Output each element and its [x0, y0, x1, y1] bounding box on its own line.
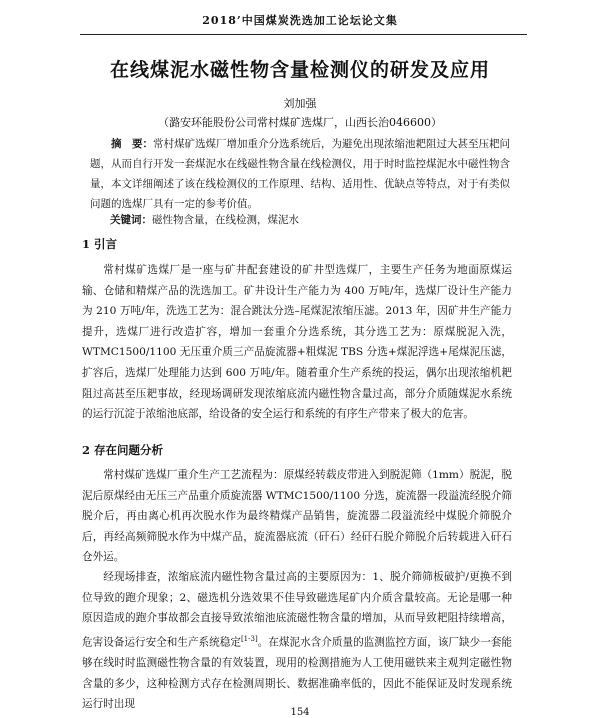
article-title: 在线煤泥水磁性物含量检测仪的研发及应用 — [109, 59, 490, 81]
paragraph-text: 经现场排查，浓缩底流内磁性物含量过高的主要原因为：1、脱介筛筛板破护/更换不到位导致的跑介现象；2、磁选机分选效果不佳导致磁选尾矿内介质含量较高。无论是哪一种原因造成的跑介事故都会直接导致浓缩池底流磁性物含量的增加，从而导致耙阻持续增高，危害设备运行安全和生产系统稳定 — [82, 571, 512, 649]
keywords — [110, 212, 510, 227]
keywords-label: 关键词： — [110, 214, 152, 226]
abstract-label: 摘 要： — [111, 138, 153, 150]
section-paragraph: 常村煤矿选煤厂重介生产工艺流程为：原煤经转载皮带进入到脱泥筛（1mm）脱泥，脱泥后原煤经由无压三产品重介质旋流器 WTMC1500/1100 分选，旋流器一段溢流经脱介筛脱介后，再由离心机再次脱水作为最终精煤产品销售，旋流器二段溢流经中煤脱介筛脱介后，再经高频筛脱水作为中煤产品，旋流器底流（矸石）经矸石脱介筛脱介后转载进入矸石仓外运。 — [82, 469, 512, 564]
citation-marker: [1-3] — [240, 634, 258, 643]
paragraph-text-tail: 。 — [257, 636, 269, 649]
section-paragraph: 常村煤矿选煤厂是一座与矿井配套建设的矿井型选煤厂，主要生产任务为地面原煤运输、仓储和精煤产品的洗选加工。矿井设计生产能力为 400 万吨/年，选煤厂设计生产能力为 210 万吨/年，洗选工艺为：混合跳汰分选–尾煤泥浓缩压滤。2013 年，因矿井生产能力提升，选煤厂进行改造扩容，增加一套重介分选系统，其分选工艺为：原煤脱泥入洗，WTMC1500/1100 无压重介质三产品旋流器+粗煤泥 TBS 分选+煤泥浮选+尾煤泥压滤，扩容后，选煤厂处理能力达到 600 万吨/年。随着重介生产系统的投运，偶尔出现浓缩机耙阻过高甚至压耙事故，经现场调研发现浓缩底流内磁性物含量过高，部分介质随煤泥水系统的运行沉淀于浓缩池底部，给设备的安全运行和系统的有序生产带来了极大的危害。 — [82, 264, 512, 421]
section-paragraph — [82, 567, 512, 715]
keywords-text: 磁性物含量，在线检测，煤泥水 — [152, 214, 299, 226]
paragraph-text: 在煤泥水含介质量的监测监控方面，该厂缺少一套能够在线时时监测磁性物含量的有效装置，现用的检测措施为人工使用磁铁来主观判定磁性物含量的多少，这种检测方式存在检测周期长、数据准确率低的，因此不能保证及时发现系统运行时出现 — [82, 636, 513, 711]
section-heading-introduction: 1 引言 — [82, 237, 118, 251]
page-number: 154 — [290, 707, 310, 718]
author-name: 刘加强 — [283, 97, 317, 110]
abstract — [90, 134, 510, 214]
running-header: 2018’中国煤炭洗选加工论坛论文集 — [202, 14, 398, 27]
section-heading-problem-analysis: 2 存在问题分析 — [82, 443, 164, 457]
author-affiliation: （潞安环能股份公司常村煤矿选煤厂，山西长治046600） — [158, 116, 442, 129]
header-divider — [80, 34, 527, 35]
abstract-text: 常村煤矿选煤厂增加重介分选系统后，为避免出现浓缩池耙阻过大甚至压耙问题，从而自行开发一套煤泥水在线磁性物含量在线检测仪，用于时时监控煤泥水中磁性物含量，本文详细阐述了该在线检测仪的工作原理、结构、适用性、优缺点等特点，对于有类似问题的选煤厂具有一定的参考价值。 — [90, 138, 510, 210]
